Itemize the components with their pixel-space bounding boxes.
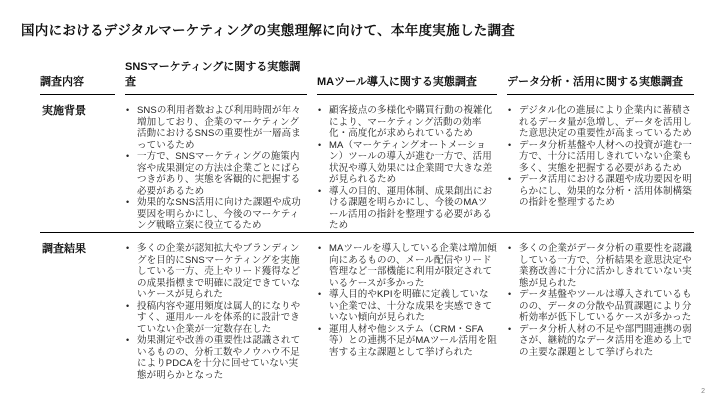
bullet-item: • MA（マーケティングオートメーション）ツールの導入が進む一方で、活用状況や導入効果には企業間で大きな差が見られるため <box>317 140 497 186</box>
column-header-data-survey: データ分析・活用に関する実態調査 <box>507 57 694 95</box>
table-row-background <box>40 95 694 232</box>
row-label-results: 調査結果 <box>42 243 86 255</box>
cell-background-ma <box>317 105 497 232</box>
cell-results-ma <box>317 243 497 381</box>
table-row-results <box>40 233 694 381</box>
cell-results-data <box>507 243 694 381</box>
bullet-item: • MAツールを導入している企業は増加傾向にあるものの、メール配信やリード管理など一部機能に利用が限定されているケースが多かった <box>317 243 497 289</box>
bullet-item: • SNSの利用者数および利用時間が年々増加しており、企業のマーケティング活動におけるSNSの重要性が一層高まっているため <box>125 105 307 151</box>
page-number: 2 <box>701 388 705 395</box>
bullet-item: • 導入目的やKPIを明確に定義していない企業では、十分な成果を実感できていない傾向が見られた <box>317 289 497 324</box>
bullet-item: • 効果測定や改善の重要性は認識されているものの、分析工数やノウハウ不足によりPDCAを十分に回せていない実態が明らかとなった <box>125 335 307 381</box>
bullet-item: • データ分析基盤や人材への投資が進む一方で、十分に活用しきれていない企業も多く、実態を把握する必要があるため <box>507 140 694 175</box>
column-header-ma-survey: MAツール導入に関する実態調査 <box>317 57 497 95</box>
survey-table <box>40 57 694 381</box>
table-header-row <box>40 57 694 95</box>
bullet-item: • 投稿内容や運用頻度は属人的になりやすく、運用ルールを体系的に設計できていない企業が一定数存在した <box>125 301 307 336</box>
bullet-item: • 多くの企業が認知拡大やブランディングを目的にSNSマーケティングを実施している一方、売上やリード獲得などの成果指標まで明確に設定できていないケースが見られた <box>125 243 307 301</box>
bullet-item: • 多くの企業がデータ分析の重要性を認識している一方で、分析結果を意思決定や業務改善に十分に活かしきれていない実態が見られた <box>507 243 694 289</box>
cell-background-sns <box>125 105 307 232</box>
bullet-item: • 一方で、SNSマーケティングの施策内容や成果測定の方法は企業ごとにばらつきがあり、実態を客観的に把握する必要があるため <box>125 151 307 197</box>
bullet-item: • 導入の目的、運用体制、成果創出における課題を明らかにし、今後のMAツール活用の指針を整理する必要があるため <box>317 186 497 232</box>
bullet-item: • データ基盤やツールは導入されているものの、データの分散や品質課題により分析効率が低下しているケースが多かった <box>507 289 694 324</box>
column-header-sns-survey: SNSマーケティングに関する実態調査 <box>125 57 307 95</box>
cell-background-data <box>507 105 694 232</box>
column-header-survey-content: 調査内容 <box>40 57 115 95</box>
bullet-item: • デジタル化の進展により企業内に蓄積されるデータ量が急増し、データを活用した意思決定の重要性が高まっているため <box>507 105 694 140</box>
bullet-item: • 顧客接点の多様化や購買行動の複雑化により、マーケティング活動の効率化・高度化が求められているため <box>317 105 497 140</box>
bullet-item: • 効果的なSNS活用に向けた課題や成功要因を明らかにし、今後のマーケティング戦略立案に役立てるため <box>125 197 307 232</box>
row-label-background: 実施背景 <box>42 105 86 117</box>
bullet-item: • 運用人材や他システム（CRM・SFA等）との連携不足がMAツール活用を阻害する主な課題として挙げられた <box>317 324 497 359</box>
slide-title: 国内におけるデジタルマーケティングの実態理解に向けて、本年度実施した調査 <box>21 23 516 38</box>
bullet-item: • データ分析人材の不足や部門間連携の弱さが、継続的なデータ活用を進める上での主要な課題として挙げられた <box>507 324 694 359</box>
cell-results-sns <box>125 243 307 381</box>
bullet-item: • データ活用における課題や成功要因を明らかにし、効果的な分析・活用体制構築の指針を整理するため <box>507 174 694 209</box>
